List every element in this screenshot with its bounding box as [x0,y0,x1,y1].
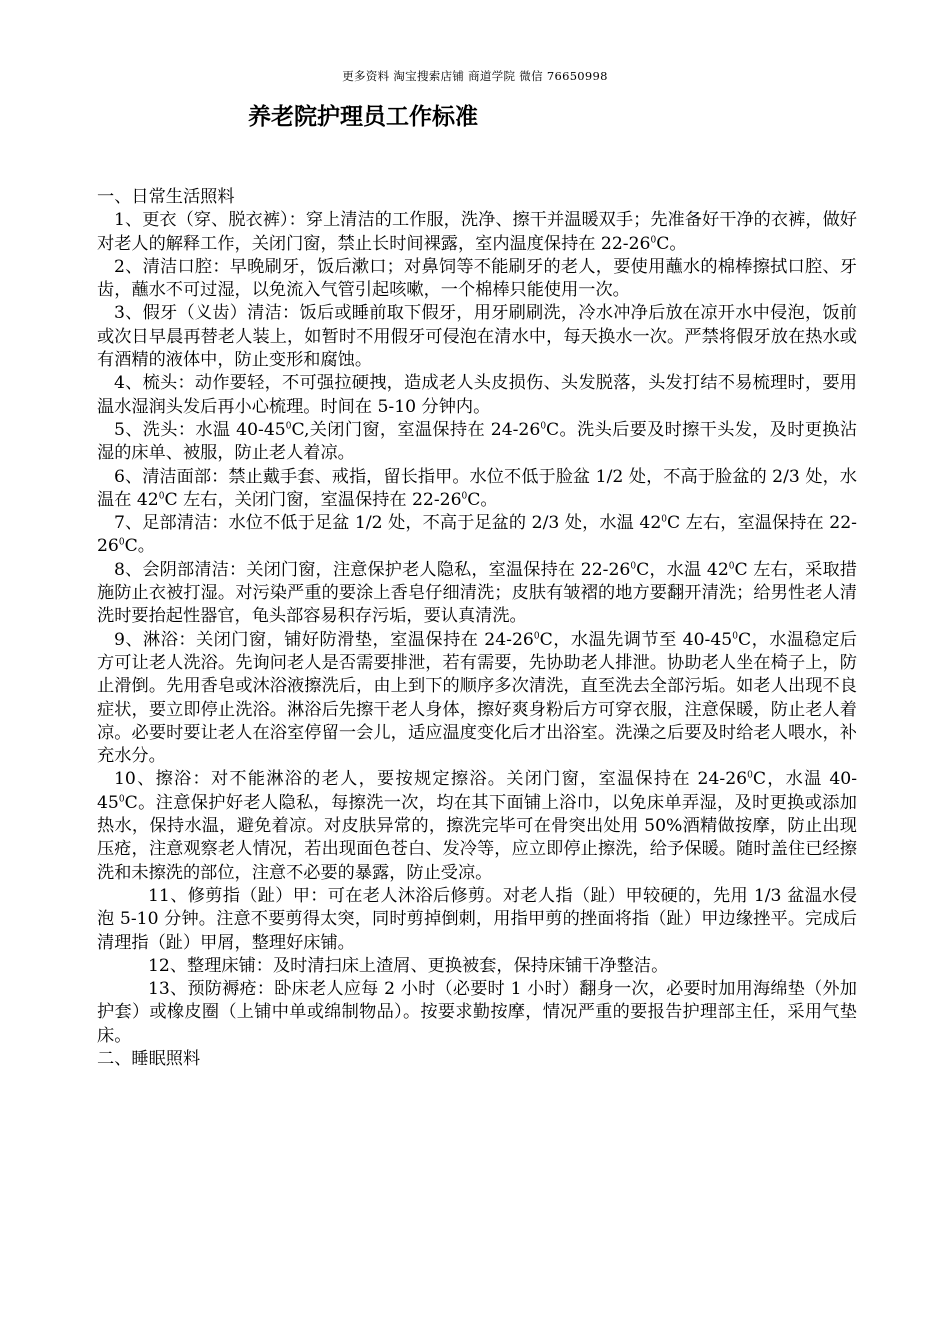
list-item: 3、假牙（义齿）清洁：饭后或睡前取下假牙，用牙刷刷洗，冷水冲净后放在凉开水中侵泡，饭前或次日早晨再替老人装上，如暂时不用假牙可侵泡在清水中，每天换水一次。严禁将假牙放在热水或有酒精的液体中，防止变形和腐蚀。 [97,303,857,371]
list-item: 13、预防褥疮：卧床老人应每 2 小时（必要时 1 小时）翻身一次，必要时加用海绵垫（外加护套）或橡皮圈（上铺中单或绵制物品）。按要求勤按摩，情况严重的要报告护理部主任，采用气垫床。 [97,979,857,1046]
document-body [97,186,857,1071]
page-header: 更多资料 淘宝搜索店铺 商道学院 微信 76650998 [342,69,608,83]
section-heading: 二、睡眠照料 [97,1048,201,1069]
list-item: 2、清洁口腔：早晚刷牙，饭后漱口；对鼻饲等不能刷牙的老人，要使用蘸水的棉棒擦拭口腔、牙齿，蘸水不可过湿，以免流入气管引起咳嗽，一个棉棒只能使用一次。 [97,256,857,301]
section-heading: 一、日常生活照料 [97,187,235,207]
list-item: 10、擦浴：对不能淋浴的老人，要按规定擦浴。关闭门窗，室温保持在 $24-26^0C$，水温 $40-45^0C$。注意保护好老人隐私，每擦洗一次，均在其下面铺上浴巾，以免床单弄湿，及时更换或添加热水，保持水温，避免着凉。对皮肤异常的，擦洗完毕可在骨突出处用 50%酒精做按摩，防止出现压疮，注意观察老人情况，若出现面色苍白、发冷等，应立即停止擦洗，给予保暖。随时盖住已经擦洗和未擦洗的部位，注意不必要的暴露，防止受凉。 [97,769,858,883]
list-item: 12、整理床铺：及时清扫床上渣屑、更换被套，保持床铺干净整洁。 [148,955,669,976]
list-item: 11、修剪指（趾）甲：可在老人沐浴后修剪。对老人指（趾）甲较硬的，先用 1/3 盆温水侵泡 5-10 分钟。注意不要剪得太突，同时剪掉倒刺，用指甲剪的挫面将指（趾）甲边缘挫平。完成后清理指（趾）甲屑，整理好床铺。 [97,885,857,953]
list-item: 7、足部清洁：水位不低于足盆 1/2 处，不高于足盆的 2/3 处，水温 $42^0C$ 左右，室温保持在 $22-26^0C$。 [97,513,857,557]
list-item: 8、会阴部清洁：关闭门窗，注意保护老人隐私，室温保持在 $22-26^0C$，水温 $42^0C$ 左右，采取措施防止衣被打湿。对污染严重的要涂上香皂仔细清洗；皮肤有皱褶的地方要翻开清洗；给男性老人清洗时要抬起性器官，龟头部容易积存污垢，要认真清洗。 [97,559,857,627]
list-item: 4、梳头：动作要轻，不可强拉硬拽，造成老人头皮损伤、头发脱落，头发打结不易梳理时，要用温水湿润头发后再小心梳理。时间在 5-10 分钟内。 [97,373,857,417]
list-item: 5、洗头：水温 $40-45^0C$,关闭门窗，室温保持在 $24-26^0C$。洗头后要及时擦干头发，及时更换沾湿的床单、被服，防止老人着凉。 [97,419,858,464]
list-item: 6、清洁面部：禁止戴手套、戒指，留长指甲。水位不低于脸盆 1/2 处，不高于脸盆的 2/3 处，水温在 $42^0C$ 左右，关闭门窗，室温保持在 $22-26^0C$。 [97,466,857,510]
list-item: 9、淋浴：关闭门窗，铺好防滑垫，室温保持在 $24-26^0C$，水温先调节至 $40-45^0C$，水温稳定后方可让老人洗浴。先询问老人是否需要排泄，若有需要，先协助老人排泄。协助老人坐在椅子上，防止滑倒。先用香皂或沐浴液擦洗后，由上到下的顺序多次清洗，直至洗去全部污垢。如老人出现不良症状，要立即停止洗浴。淋浴后先擦干老人身体，擦好爽身粉后方可穿衣服，注意保暖，防止老人着凉。必要时要让老人在浴室停留一会儿，适应温度变化后才出浴室。洗澡之后要及时给老人喂水，补充水分。 [97,629,857,767]
list-item: 1、更衣（穿、脱衣裤）：穿上清洁的工作服，洗净、擦干并温暖双手；先准备好干净的衣裤，做好对老人的解释工作，关闭门窗，禁止长时间裸露，室内温度保持在 $22-26^0C$。 [97,210,857,254]
document-title: 养老院护理员工作标准 [248,104,478,130]
